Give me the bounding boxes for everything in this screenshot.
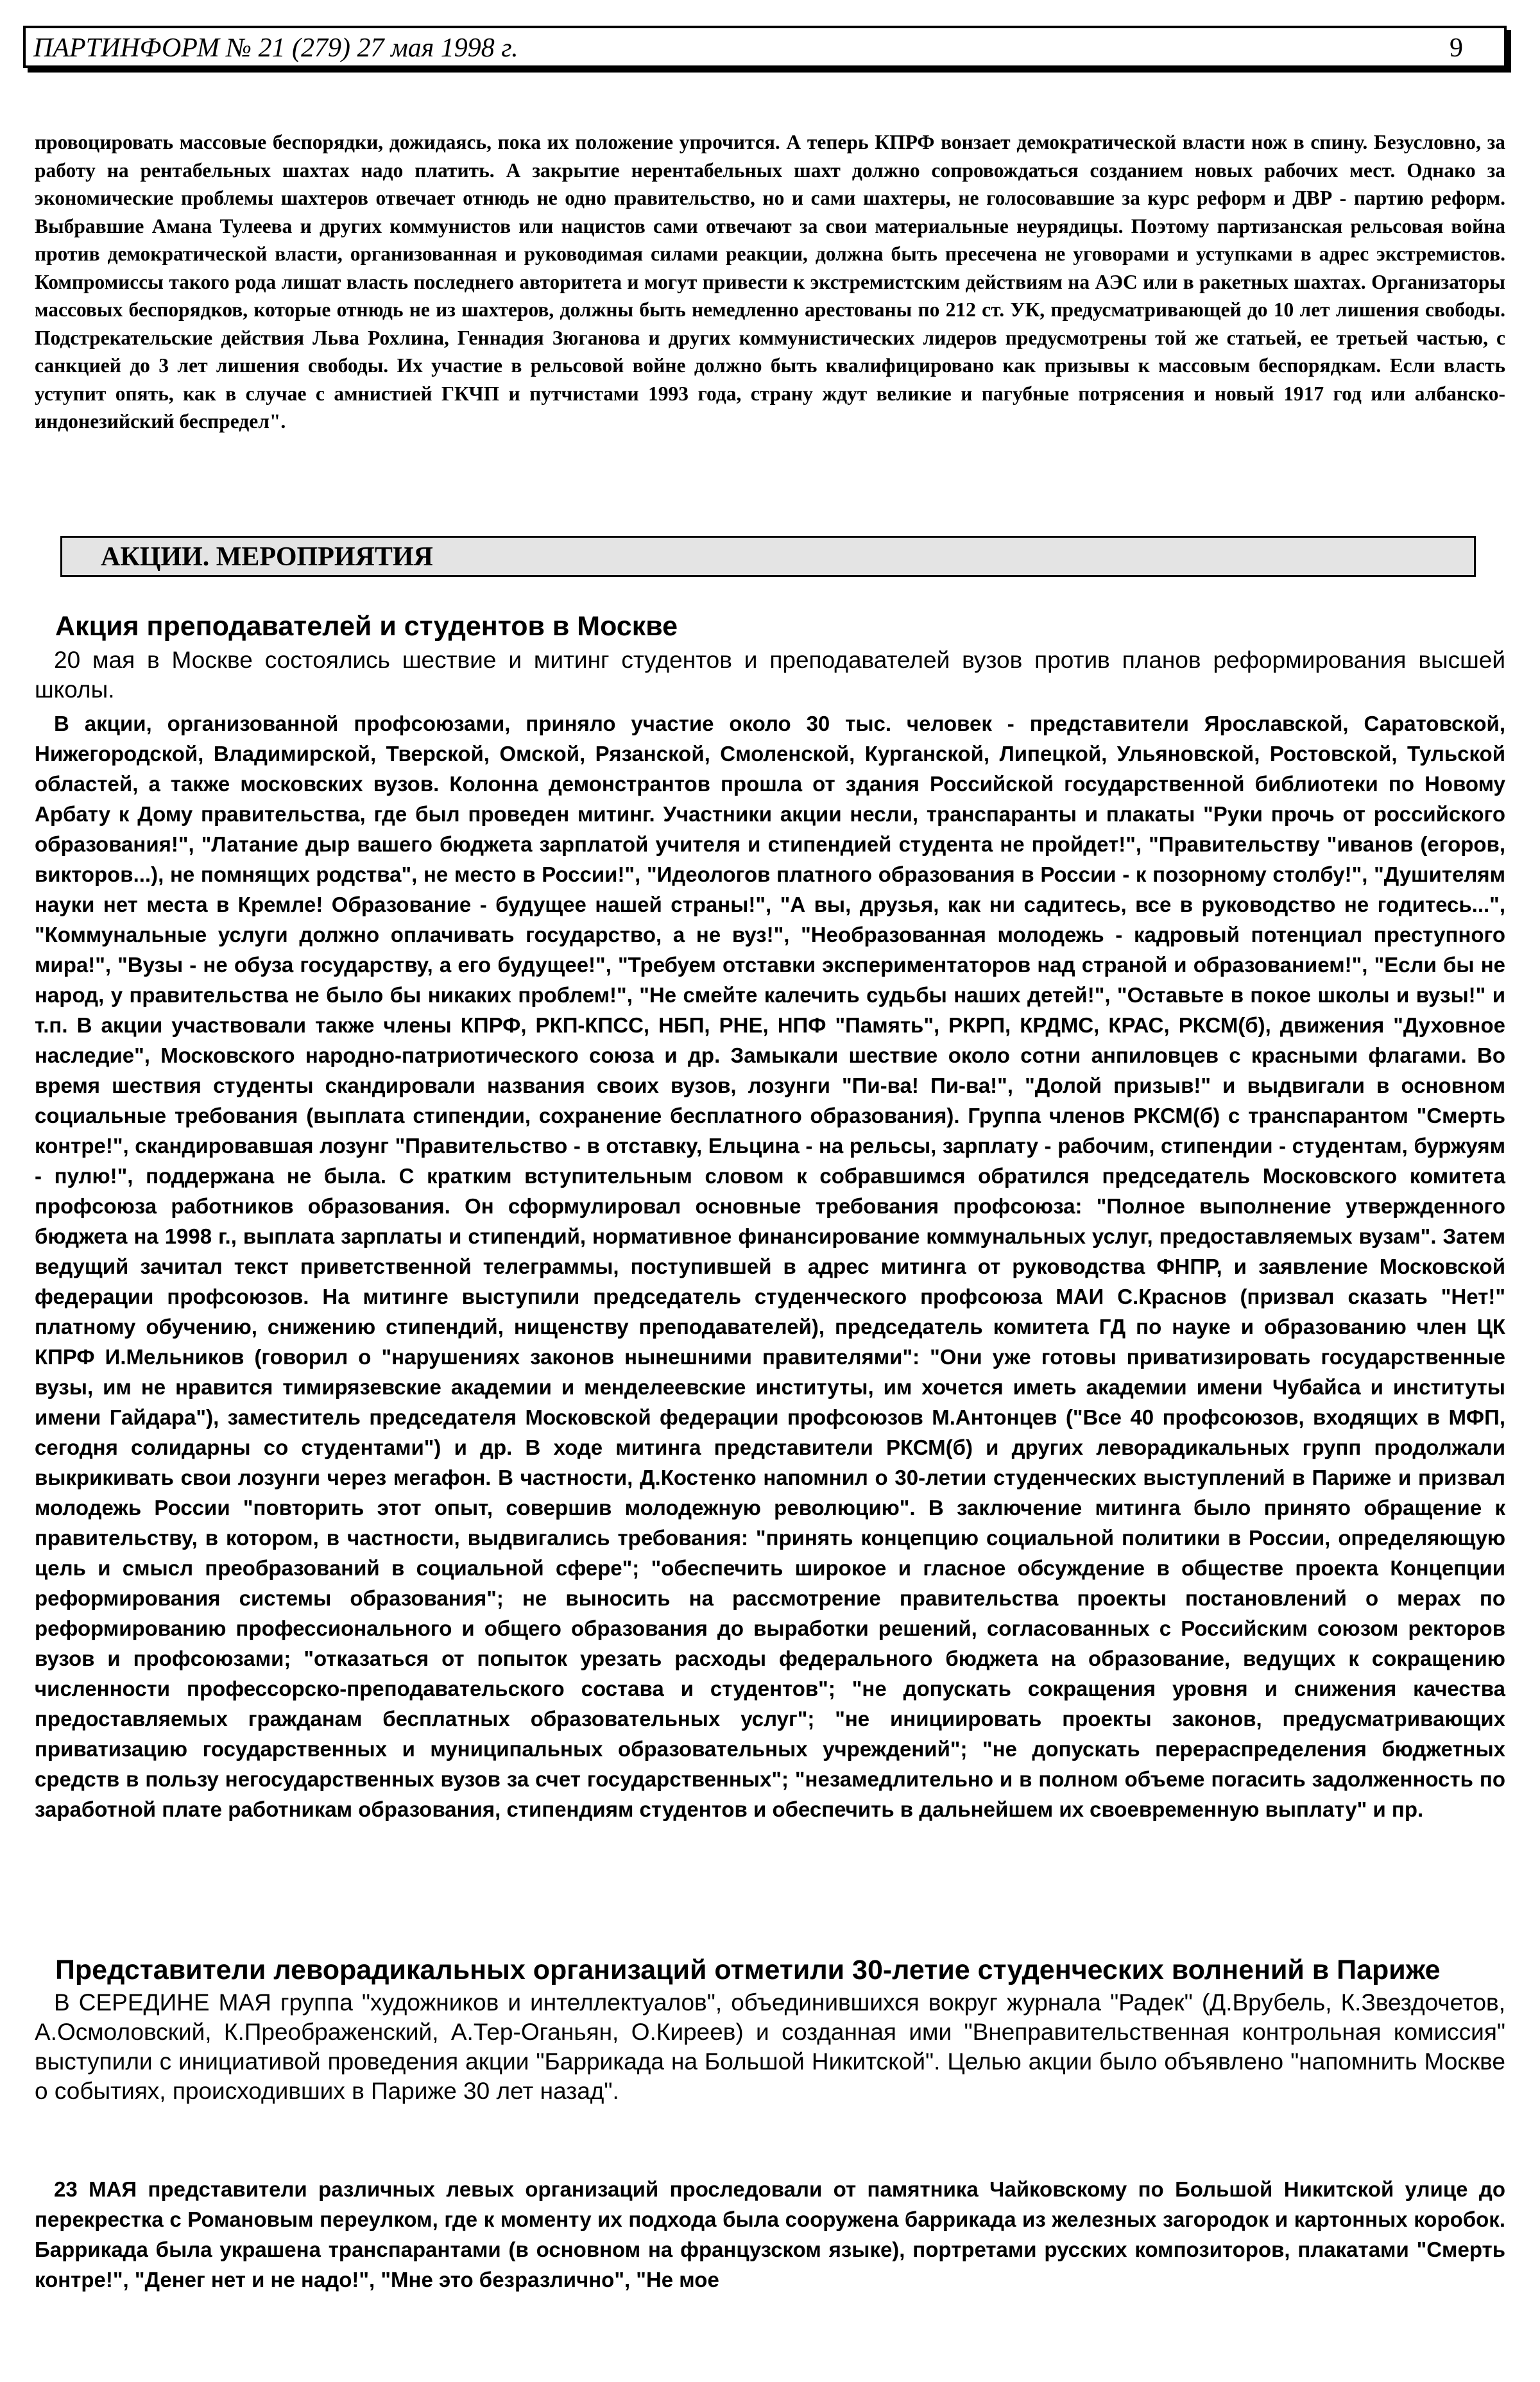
page-header <box>23 26 1507 68</box>
publication-title: ПАРТИНФОРМ № 21 (279) 27 мая 1998 г. <box>33 33 518 63</box>
intro-paragraph: провоцировать массовые беспорядки, дожидаясь, пока их положение упрочится. А теперь КПРФ вонзает демократической власти нож в спину. Безусловно, за работу на рентабельных шахтах надо платить. А закрытие нерентабельных шахт должно сопровождаться созданием новых рабочих мест. Однако за экономические проблемы шахтеров отвечает отнюдь не одно правительство, но и сами шахтеры, не голосовавшие за курс реформ и ДВР - партию реформ. Выбравшие Амана Тулеева и других коммунистов или нацистов сами отвечают за свои материальные неурядицы. Поэтому партизанская рельсовая война против демократической власти, организованная и руководимая силами реакции, должна быть пресечена не уговорами и уступками в адрес экстремистов. Компромиссы такого рода лишат власть последнего авторитета и могут привести к экстремистским действиям на АЭС или в ракетных шахтах. Организаторы массовых беспорядков, которые отнюдь не из шахтеров, должны быть немедленно арестованы по 212 ст. УК, предусматривающей до 10 лет лишения свободы. Подстрекательские действия Льва Рохлина, Геннадия Зюганова и других коммунистических лидеров предусмотрены той же статьей, ее третьей частью, с санкцией до 3 лет лишения свободы. Их участие в рельсовой войне должно быть квалифицировано как призывы к массовым беспорядкам. Если власть уступит опять, как в случае с амнистией ГКЧП и путчистами 1993 года, страну ждут великие и пагубные потрясения и новый 1917 год или албанско-индонезийский беспредел". <box>35 131 1505 433</box>
article-title: Акция преподавателей и студентов в Москве <box>55 611 678 642</box>
article-lead: 20 мая в Москве состоялись шествие и митинг студентов и преподавателей вузов против планов реформирования высшей школы. <box>35 647 1505 703</box>
section-heading-bar <box>60 536 1476 577</box>
article-lead: В СЕРЕДИНЕ МАЯ группа "художников и интеллектуалов", объединившихся вокруг журнала "Радек" (Д.Врубель, К.Звездочетов, А.Осмоловский, К.Преображенский, А.Тер-Оганьян, О.Киреев) и созданная ими "Внеправительственная контрольная комиссия" выступили с инициативой проведения акции "Баррикада на Большой Никитской". Целью акции было объявлено "напомнить Москве о событиях, происходивших в Париже 30 лет назад". <box>35 1989 1505 2104</box>
page-number: 9 <box>1450 33 1463 63</box>
section-title: АКЦИИ. МЕРОПРИЯТИЯ <box>101 542 433 572</box>
article-title: Представители леворадикальных организаций отметили 30-летие студенческих волнений в Париже <box>55 1955 1441 1985</box>
article-body: 23 МАЯ представители различных левых организаций проследовали от памятника Чайковскому по Большой Никитской улице до перекрестка с Романовым переулком, где к моменту их подхода была сооружена баррикада из железных загородок и картонных коробок. Баррикада была украшена транспарантами (в основном на французском языке), портретами русских композиторов, плакатами "Смерть контре!", "Денег нет и не надо!", "Мне это безразлично", "Не мое <box>35 2177 1505 2292</box>
article-body: В акции, организованной профсоюзами, приняло участие около 30 тыс. человек - представители Ярославской, Саратовской, Нижегородской, Владимирской, Тверской, Омской, Рязанской, Смоленской, Курганской, Липецкой, Ульяновской, Ростовской, Тульской областей, а также московских вузов. Колонна демонстрантов прошла от здания Российской государственной библиотеки по Новому Арбату к Дому правительства, где был проведен митинг. Участники акции несли, транспаранты и плакаты "Руки прочь от российского образования!", "Латание дыр вашего бюджета зарплатой учителя и стипендией студента не пройдет!", "Правительству "иванов (егоров, викторов...), не помнящих родства", не место в России!", "Идеологов платного образования в России - к позорному столбу!", "Душителям науки нет места в Кремле! Образование - будущее нашей страны!", "А вы, друзья, как ни садитесь, все в руководство не годитесь...", "Коммунальные услуги должно оплачивать государство, а не вуз!", "Необразованная молодежь - кадровый потенциал преступного мира!", "Вузы - не обуза государству, а его будущее!", "Требуем отставки экспериментаторов над страной и образованием!", "Если бы не народ, у правительства не было бы никаких проблем!", "Не смейте калечить судьбы наших детей!", "Оставьте в покое школы и вузы!" и т.п. В акции участвовали также члены КПРФ, РКП-КПСС, НБП, РНЕ, НПФ "Память", РКРП, КРДМС, КРАС, РКСМ(б), движения "Духовное наследие", Московского народно-патриотического союза и др. Замыкали шествие около сотни анпиловцев с красными флагами. Во время шествия студенты скандировали названия своих вузов, лозунги "Пи-ва! Пи-ва!", "Долой призыв!" и выдвигали в основном социальные требования (выплата стипендии, сохранение бесплатного образования). Группа членов РКСМ(б) с транспарантом "Смерть контре!", скандировавшая лозунг "Правительство - в отставку, Ельцина - на рельсы, зарплату - рабочим, стипендии - студентам, буржуям - пулю!", поддержана не была. С кратким вступительным словом к собравшимся обратился председатель Московского комитета профсоюза работников образования. Он сформулировал основные требования профсоюза: "Полное выполнение утвержденного бюджета на 1998 г., выплата зарплаты и стипендий, нормативное финансирование коммунальных услуг, предоставляемых вузам". Затем ведущий зачитал текст приветственной телеграммы, поступившей в адрес митинга от руководства ФНПР, и заявление Московской федерации профсоюзов. На митинге выступили председатель студенческого профсоюза МАИ С.Краснов (призвал сказать "Нет!" платному обучению, снижению стипендий, нищенству преподавателей), председатель комитета ГД по науке и образованию член ЦК КПРФ И.Мельников (говорил о "нарушениях законов нынешними правителями": "Они уже готовы приватизировать государственные вузы, им не нравится тимирязевские академии и менделеевские институты, им хочется иметь академии имени Чубайса и институты имени Гайдара"), заместитель председателя Московской федерации профсоюзов М.Антонцев ("Все 40 профсоюзов, входящих в МФП, сегодня солидарны со студентами") и др. В ходе митинга представители РКСМ(б) и других леворадикальных групп продолжали выкрикивать свои лозунги через мегафон. В частности, Д.Костенко напомнил о 30-летии студенческих выступлений в Париже и призвал молодежь России "повторить этот опыт, совершив молодежную революцию". В заключение митинга было принято обращение к правительству, в котором, в частности, выдвигались требования: "принять концепцию социальной политики в России, определяющую цель и смысл преобразований в социальной сфере"; "обеспечить широкое и гласное обсуждение в обществе проекта Концепции реформирования системы образования"; не выносить на рассмотрение правительства проекты постановлений о мерах по реформированию профессионального и общего образования до выработки решений, согласованных с Российским союзом ректоров вузов и профсоюзами; "отказаться от попыток урезать расходы федерального бюджета на образование, ведущих к сокращению численности профессорско-преподавательского состава и студентов"; "не допускать сокращения уровня и снижения качества предоставляемых гражданам бесплатных образовательных услуг"; "не инициировать проекты законов, предусматривающих приватизацию государственных и муниципальных образовательных учреждений"; "не допускать перераспределения бюджетных средств в пользу негосударственных вузов за счет государственных"; "незамедлительно и в полном объеме погасить задолженность по заработной плате работникам образования, стипендиям студентов и обеспечить в дальнейшем их своевременную выплату" и пр. <box>35 712 1505 1821</box>
